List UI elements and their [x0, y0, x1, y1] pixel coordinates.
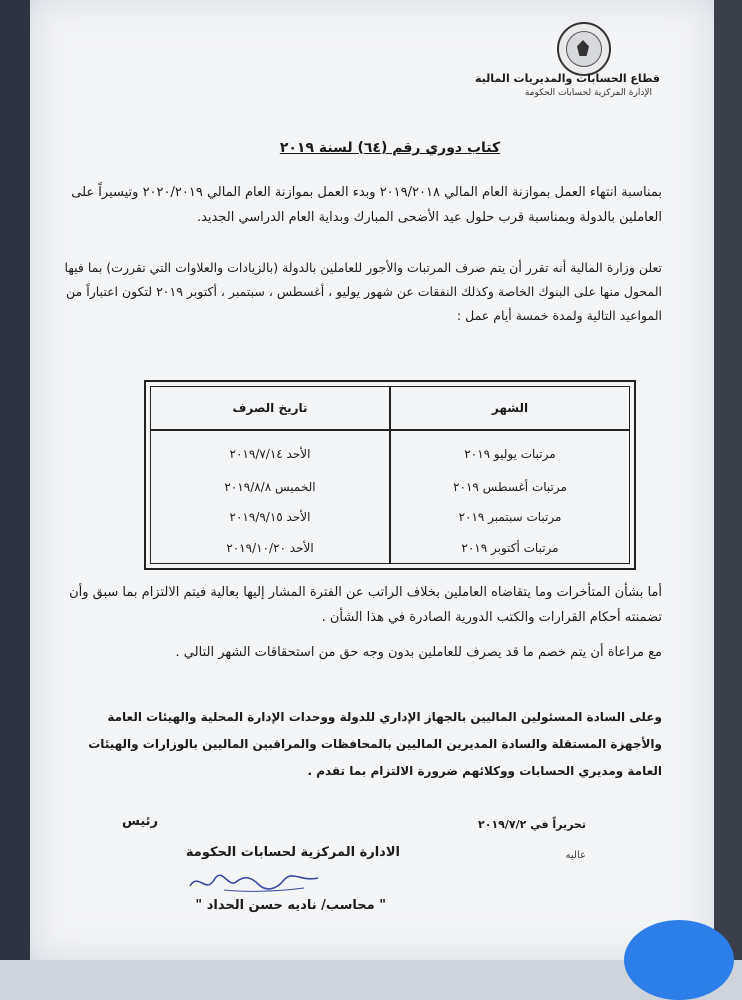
document-page [30, 0, 714, 960]
month-cell: مرتبات سبتمبر ٢٠١٩ [390, 502, 629, 532]
emblem-icon [557, 22, 611, 76]
cc-note: عاليه [565, 850, 586, 861]
intro-paragraph: بمناسبة انتهاء العمل بموازنة العام المالي ٢٠١٩/٢٠١٨ وبدء العمل بموازنة العام المالي ٢٠٢٠/٢٠١٩ وتيسيراً على العاملين بالدولة وبمناسبة قرب حلول عيد الأضحى المبارك وبداية العام الدراسي الجديد. [71, 185, 662, 225]
deduction-paragraph: مع مراعاة أن يتم خصم ما قد يصرف للعاملين بدون وجه حق من استحقاقات الشهر التالي . [175, 645, 662, 660]
arrears-paragraph: أما بشأن المتأخرات وما يتقاضاه العاملين بخلاف الراتب عن الفترة المشار إليها بعالية فيتم الالتزام بما سبق وأن تضمنته أحكام القرارات والكتب الدورية الصادرة في هذا الشأن . [69, 585, 662, 625]
photo-border-right [714, 0, 742, 960]
table-row [151, 533, 629, 563]
payment-schedule-table [144, 380, 636, 570]
signatory-name: " محاسب/ ناديه حسن الحداد " [195, 898, 386, 913]
org-subtitle: الإدارة المركزية لحسابات الحكومة [524, 88, 652, 98]
month-cell: مرتبات أغسطس ٢٠١٩ [390, 472, 629, 502]
date-cell: الأحد ٢٠١٩/٩/١٥ [229, 510, 311, 525]
signatory-role: رئيس [121, 814, 158, 829]
date-cell: الأحد ٢٠١٩/٧/١٤ [229, 446, 311, 461]
table-row [151, 502, 629, 532]
photo-border-left [0, 0, 30, 960]
org-name: قطاع الحسابات والمديريات المالية [475, 72, 660, 85]
app-overlay-button[interactable] [624, 920, 734, 1000]
issue-date: تحريراً في ٢٠١٩/٧/٢ [478, 818, 586, 831]
announcement-paragraph: تعلن وزارة المالية أنه تقرر أن يتم صرف المرتبات والأجور للعاملين بالدولة (بالزيادات والعلاوات التي تقررت) بما فيها المحول منها على البنوك الخاصة وكذلك النفقات عن شهور يوليو ، أغسطس ، سبتمبر ، أكتوبر ٢٠١٩ لتكون اعتباراً من المواعيد التالية ولمدة خمسة أيام عمل : [64, 260, 662, 323]
instructions-paragraph: وعلى السادة المسئولين الماليين بالجهاز الإداري للدولة ووحدات الإدارة المحلية والهيئات العامة والأجهزة المستقلة والسادة المديرين الماليين بالمحافظات والمراقبين الماليين بالوزارات والهيئات العامة ومديري الحسابات ووكلائهم ضرورة الالتزام بما تقدم . [88, 710, 662, 778]
column-header-date: تاريخ الصرف [151, 387, 390, 430]
date-cell: الأحد ٢٠١٩/١٠/٢٠ [226, 540, 314, 555]
date-cell: الخميس ٢٠١٩/٨/٨ [224, 479, 316, 494]
column-header-month: الشهر [390, 387, 629, 430]
table-row [151, 430, 629, 472]
document-title: كتاب دوري رقم (٦٤) لسنة ٢٠١٩ [279, 140, 501, 156]
table-row [151, 472, 629, 502]
month-cell: مرتبات يوليو ٢٠١٩ [390, 430, 629, 472]
signatory-org: الادارة المركزية لحسابات الحكومة [185, 845, 400, 860]
handwritten-signature [184, 868, 324, 896]
month-cell: مرتبات أكتوبر ٢٠١٩ [390, 533, 629, 563]
